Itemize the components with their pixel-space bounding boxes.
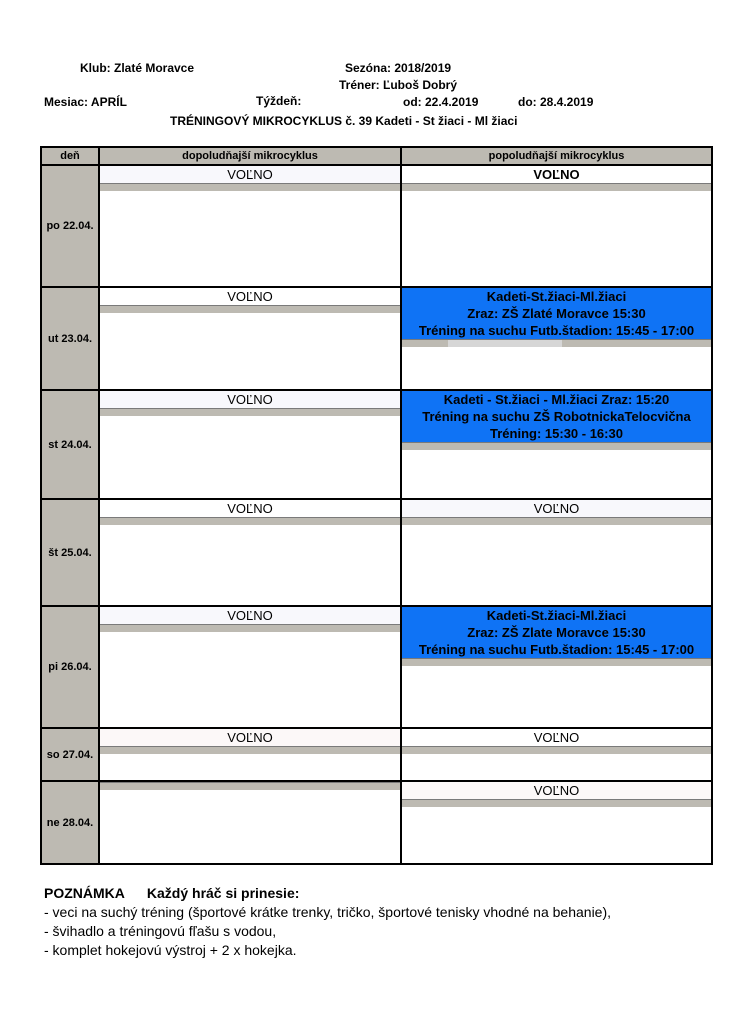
note-label: POZNÁMKA	[44, 885, 125, 901]
day-cell: st 24.04.	[41, 390, 99, 499]
morning-cell	[99, 287, 401, 390]
afternoon-cell	[401, 390, 712, 499]
afternoon-text: VOĽNO	[533, 730, 580, 745]
afternoon-cell	[401, 165, 712, 287]
season-label: Sezóna: 2018/2019	[345, 61, 452, 75]
week-to: do: 28.4.2019	[518, 95, 594, 109]
morning-cell	[99, 165, 401, 287]
morning-text: VOĽNO	[227, 608, 273, 623]
day-cell: po 22.04.	[41, 165, 99, 287]
afternoon-cell	[401, 781, 712, 864]
column-header-afternoon: popoludňajší mikrocyklus	[401, 147, 712, 165]
afternoon-text: VOĽNO	[533, 783, 580, 798]
note-item: - švihadlo a tréningovú fľašu s vodou,	[44, 923, 277, 939]
afternoon-text: Kadeti - St.žiaci - Ml.žiaci Zraz: 15:20 Tréning na suchu ZŠ RobotnickaTelocvična Tréning: 15:30 - 16:30	[422, 392, 691, 441]
afternoon-cell	[401, 499, 712, 606]
note-item: - veci na suchý tréning (športové krátke trenky, tričko, športové tenisky vhodné na behanie),	[44, 904, 612, 920]
schedule-table	[40, 146, 713, 865]
day-cell: št 25.04.	[41, 499, 99, 606]
afternoon-cell	[401, 287, 712, 390]
afternoon-text: Kadeti-St.žiaci-Ml.žiaci Zraz: ZŠ Zlaté Moravce 15:30 Tréning na suchu Futb.štadion: 15:45 - 17:00	[418, 289, 695, 338]
month-label: Mesiac: APRÍL	[44, 95, 127, 109]
morning-text: VOĽNO	[227, 289, 273, 304]
table-row	[41, 606, 712, 728]
table-row	[41, 165, 712, 287]
column-header-morning: dopoludňajší mikrocyklus	[99, 147, 401, 165]
morning-cell	[99, 390, 401, 499]
note-section	[44, 884, 611, 960]
day-cell: ut 23.04.	[41, 287, 99, 390]
table-row	[41, 390, 712, 499]
morning-text: VOĽNO	[227, 392, 273, 407]
morning-cell	[99, 499, 401, 606]
morning-cell	[99, 728, 401, 781]
morning-cell	[99, 606, 401, 728]
afternoon-cell	[401, 728, 712, 781]
page-title: TRÉNINGOVÝ MIKROCYKLUS č. 39 Kadeti - St žiaci - Ml žiaci	[170, 114, 518, 128]
day-cell: pi 26.04.	[41, 606, 99, 728]
afternoon-cell	[401, 606, 712, 728]
morning-text: VOĽNO	[227, 167, 273, 182]
afternoon-text: VOĽNO	[533, 167, 580, 182]
note-title	[44, 884, 611, 903]
morning-cell	[99, 781, 401, 864]
table-row	[41, 728, 712, 781]
week-from: od: 22.4.2019	[403, 95, 479, 109]
morning-text: VOĽNO	[227, 501, 273, 516]
table-header-row	[41, 147, 712, 165]
note-heading: Každý hráč si prinesie:	[146, 885, 300, 901]
club-label: Klub: Zlaté Moravce	[80, 61, 195, 75]
afternoon-text: Kadeti-St.žiaci-Ml.žiaci Zraz: ZŠ Zlate Moravce 15:30 Tréning na suchu Futb.štadion: 15:45 - 17:00	[418, 608, 695, 657]
table-row	[41, 287, 712, 390]
column-header-day: deň	[41, 147, 99, 165]
day-cell: so 27.04.	[41, 728, 99, 781]
table-row	[41, 499, 712, 606]
week-label: Týždeň:	[256, 94, 302, 108]
day-cell: ne 28.04.	[41, 781, 99, 864]
note-item: - komplet hokejovú výstroj + 2 x hokejka.	[44, 942, 297, 958]
coach-label: Tréner: Ľuboš Dobrý	[339, 78, 458, 92]
table-row	[41, 781, 712, 864]
morning-text: VOĽNO	[227, 730, 273, 745]
afternoon-text: VOĽNO	[533, 501, 580, 516]
